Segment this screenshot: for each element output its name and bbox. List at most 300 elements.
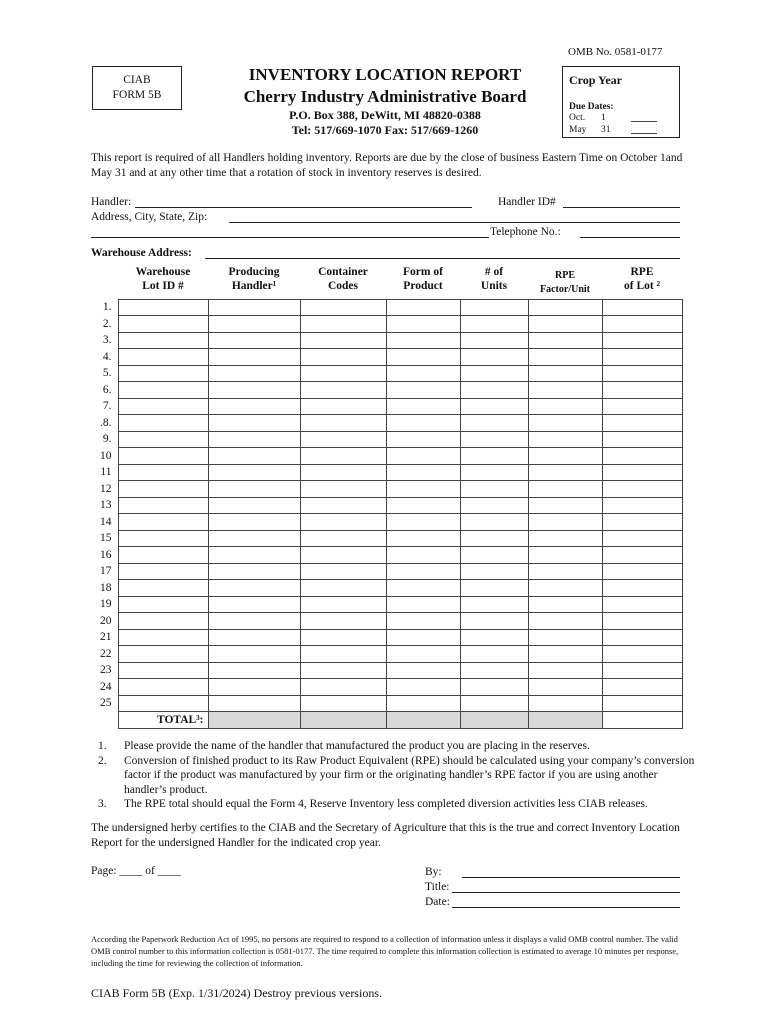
crop-year-label: Crop Year: [569, 73, 622, 87]
table-cell[interactable]: [460, 398, 528, 415]
due-date-checkbox-line[interactable]: [631, 112, 657, 122]
table-cell[interactable]: [300, 514, 386, 531]
table-cell[interactable]: [602, 365, 682, 382]
by-field[interactable]: [462, 877, 680, 878]
table-cell[interactable]: [300, 613, 386, 630]
table-cell[interactable]: [118, 596, 208, 613]
telephone-field[interactable]: [580, 237, 680, 238]
table-cell[interactable]: [300, 431, 386, 448]
table-cell[interactable]: [118, 448, 208, 465]
column-header-line: Container: [318, 266, 368, 278]
table-cell[interactable]: [208, 695, 300, 712]
table-cell[interactable]: [300, 563, 386, 580]
table-row: [91, 365, 682, 382]
table-cell[interactable]: [300, 448, 386, 465]
table-cell[interactable]: [528, 332, 602, 349]
table-cell[interactable]: [118, 365, 208, 382]
row-number: 10: [100, 449, 112, 462]
table-cell[interactable]: [460, 349, 528, 366]
table-row: [91, 349, 682, 366]
table-cell[interactable]: [602, 415, 682, 432]
table-cell[interactable]: [602, 382, 682, 399]
table-cell[interactable]: [460, 646, 528, 663]
table-cell[interactable]: [118, 349, 208, 366]
board-contact: Tel: 517/669-1070 Fax: 517/669-1260: [291, 123, 479, 137]
table-cell[interactable]: [300, 547, 386, 564]
footnote-number: 1.: [98, 740, 107, 752]
table-cell[interactable]: [300, 629, 386, 646]
table-cell[interactable]: [118, 662, 208, 679]
omb-number: OMB No. 0581-0177: [568, 46, 663, 58]
due-month: Oct.: [569, 113, 586, 123]
table-cell[interactable]: [386, 299, 460, 316]
table-cell[interactable]: [602, 398, 682, 415]
table-cell[interactable]: [208, 448, 300, 465]
table-row: [91, 448, 682, 465]
row-number: 4.: [102, 350, 112, 363]
table-cell[interactable]: [118, 646, 208, 663]
table-cell[interactable]: [386, 679, 460, 696]
table-cell[interactable]: [602, 514, 682, 531]
total-disabled-cell: [300, 712, 386, 729]
table-cell[interactable]: [528, 563, 602, 580]
table-cell[interactable]: [602, 481, 682, 498]
table-cell[interactable]: [602, 580, 682, 597]
due-date-checkbox-line[interactable]: [631, 124, 657, 134]
table-cell[interactable]: [528, 382, 602, 399]
report-title: INVENTORY LOCATION REPORT: [248, 65, 522, 84]
table-cell[interactable]: [300, 481, 386, 498]
handler-id-label: Handler ID#: [498, 196, 556, 208]
table-cell[interactable]: [602, 596, 682, 613]
table-row: [91, 464, 682, 481]
footnotes: [98, 739, 698, 812]
paperwork-notice: According the Paperwork Reduction Act of 1995, no persons are required to respond to a collection of information unless it displays a valid OMB control number. The valid OMB control number to this information collection is 0581-0177. The time required to complete this information collection is estimated to average 10 minutes per response, including the time for reviewing the collection of information.: [91, 934, 679, 968]
table-cell[interactable]: [460, 514, 528, 531]
table-cell[interactable]: [386, 596, 460, 613]
table-cell[interactable]: [528, 646, 602, 663]
table-cell[interactable]: [386, 646, 460, 663]
address-field[interactable]: [229, 222, 680, 223]
table-cell[interactable]: [528, 431, 602, 448]
address-label: Address, City, State, Zip:: [91, 211, 208, 223]
table-cell[interactable]: [386, 332, 460, 349]
page-count-field[interactable]: Page: ____ of ____: [91, 865, 181, 877]
table-cell[interactable]: [386, 580, 460, 597]
table-cell[interactable]: [386, 514, 460, 531]
table-row: [91, 398, 682, 415]
telephone-label: Telephone No.:: [490, 226, 561, 238]
table-cell[interactable]: [118, 679, 208, 696]
row-number: 13: [100, 499, 112, 512]
column-header: [118, 265, 208, 299]
table-cell[interactable]: [118, 382, 208, 399]
table-cell[interactable]: [460, 596, 528, 613]
row-number: 14: [100, 515, 112, 528]
table-cell[interactable]: [208, 398, 300, 415]
table-cell[interactable]: [118, 629, 208, 646]
table-cell[interactable]: [300, 299, 386, 316]
table-cell[interactable]: [386, 382, 460, 399]
table-cell[interactable]: [208, 497, 300, 514]
footnote-text: Conversion of finished product to its Raw Product Equivalent (RPE) should be calculated using your company’s conversion factor if the product was manufactured by your firm or the originating handler’s RPE factor if you are using another handler’s product.: [124, 754, 695, 796]
footnote-text: The RPE total should equal the Form 4, Reserve Inventory less completed diversion activities less CIAB releases.: [124, 798, 648, 810]
table-cell[interactable]: [602, 431, 682, 448]
table-cell[interactable]: [300, 580, 386, 597]
table-cell[interactable]: [386, 464, 460, 481]
footnote-number: 3.: [98, 798, 107, 810]
table-cell[interactable]: [602, 695, 682, 712]
table-row: [91, 629, 682, 646]
table-cell[interactable]: [528, 530, 602, 547]
table-cell[interactable]: [602, 629, 682, 646]
table-cell[interactable]: [528, 580, 602, 597]
table-cell[interactable]: [300, 679, 386, 696]
table-cell[interactable]: [208, 580, 300, 597]
row-number: 9.: [102, 433, 112, 446]
table-row: [91, 514, 682, 531]
table-row: [91, 547, 682, 564]
handler-label: Handler:: [91, 196, 132, 208]
table-cell[interactable]: [208, 629, 300, 646]
table-row: [91, 580, 682, 597]
table-cell[interactable]: [528, 448, 602, 465]
table-cell[interactable]: [300, 398, 386, 415]
table-cell[interactable]: [118, 580, 208, 597]
column-header: [528, 265, 602, 299]
total-spacer: [91, 712, 118, 729]
table-cell[interactable]: [602, 299, 682, 316]
table-cell[interactable]: [460, 547, 528, 564]
table-cell[interactable]: [528, 299, 602, 316]
table-cell[interactable]: [208, 613, 300, 630]
total-disabled-cell: [208, 712, 300, 729]
table-row: [91, 679, 682, 696]
table-cell[interactable]: [300, 316, 386, 333]
table-cell[interactable]: [386, 481, 460, 498]
table-cell[interactable]: [460, 464, 528, 481]
table-cell[interactable]: [528, 398, 602, 415]
table-cell[interactable]: [460, 332, 528, 349]
table-row: [91, 695, 682, 712]
table-row: [91, 662, 682, 679]
table-cell[interactable]: [602, 613, 682, 630]
table-cell[interactable]: [208, 365, 300, 382]
due-day: 31: [601, 125, 611, 135]
table-cell[interactable]: [386, 415, 460, 432]
table-cell[interactable]: [528, 662, 602, 679]
table-cell[interactable]: [208, 464, 300, 481]
row-number: 11: [100, 466, 112, 479]
table-row: [91, 415, 682, 432]
form-footer: CIAB Form 5B (Exp. 1/31/2024) Destroy previous versions.: [91, 986, 382, 1000]
table-cell[interactable]: [602, 530, 682, 547]
table-cell[interactable]: [602, 332, 682, 349]
table-cell[interactable]: [300, 365, 386, 382]
row-number: 2.: [102, 317, 112, 330]
table-cell[interactable]: [460, 431, 528, 448]
column-header: [460, 265, 528, 299]
due-date-row: [569, 124, 673, 136]
table-cell[interactable]: [300, 464, 386, 481]
table-cell[interactable]: [460, 497, 528, 514]
row-number: .8.: [100, 416, 112, 429]
table-row: [91, 497, 682, 514]
total-disabled-cell: [386, 712, 460, 729]
table-cell[interactable]: [300, 530, 386, 547]
column-header-line: RPE: [555, 270, 575, 281]
table-cell[interactable]: [118, 514, 208, 531]
table-cell[interactable]: [460, 415, 528, 432]
row-number: 22: [100, 647, 112, 660]
table-row: [91, 596, 682, 613]
column-header-line: Units: [480, 280, 508, 292]
row-number: 12: [100, 482, 112, 495]
table-cell[interactable]: [386, 547, 460, 564]
table-cell[interactable]: [528, 415, 602, 432]
table-cell[interactable]: [460, 365, 528, 382]
table-cell[interactable]: [386, 431, 460, 448]
table-cell[interactable]: [208, 530, 300, 547]
column-header-line: Factor/Unit: [540, 284, 590, 295]
table-cell[interactable]: [118, 398, 208, 415]
table-cell[interactable]: [386, 530, 460, 547]
column-header: [300, 265, 386, 299]
table-cell[interactable]: [300, 662, 386, 679]
column-header: [208, 265, 300, 299]
table-cell[interactable]: [118, 316, 208, 333]
table-cell[interactable]: [528, 365, 602, 382]
table-cell[interactable]: [208, 299, 300, 316]
table-cell[interactable]: [118, 332, 208, 349]
table-cell[interactable]: [208, 349, 300, 366]
table-cell[interactable]: [208, 547, 300, 564]
table-cell[interactable]: [118, 547, 208, 564]
table-cell[interactable]: [602, 547, 682, 564]
form-id-box: [92, 66, 182, 110]
table-cell[interactable]: [460, 695, 528, 712]
table-cell[interactable]: [118, 464, 208, 481]
row-number: 5.: [102, 367, 112, 380]
row-number: 16: [100, 548, 112, 561]
board-address: P.O. Box 388, DeWitt, MI 48820-0388: [289, 108, 481, 122]
table-cell[interactable]: [528, 481, 602, 498]
table-cell[interactable]: [208, 596, 300, 613]
table-cell[interactable]: [386, 497, 460, 514]
table-cell[interactable]: [300, 415, 386, 432]
table-cell[interactable]: [118, 299, 208, 316]
row-number: 1.: [102, 301, 112, 314]
table-cell[interactable]: [602, 349, 682, 366]
table-cell[interactable]: [528, 349, 602, 366]
table-cell[interactable]: [386, 563, 460, 580]
row-number: 19: [100, 598, 112, 611]
table-cell[interactable]: [602, 497, 682, 514]
table-cell[interactable]: [460, 316, 528, 333]
table-cell[interactable]: [386, 629, 460, 646]
column-header-line: RPE: [630, 266, 654, 278]
table-cell[interactable]: [386, 613, 460, 630]
row-number: 6.: [102, 383, 112, 396]
total-disabled-cell: [528, 712, 602, 729]
table-cell[interactable]: [208, 316, 300, 333]
table-cell[interactable]: [528, 316, 602, 333]
table-cell[interactable]: [208, 514, 300, 531]
table-cell[interactable]: [460, 448, 528, 465]
table-row: [91, 563, 682, 580]
table-cell[interactable]: [300, 497, 386, 514]
table-cell[interactable]: [118, 530, 208, 547]
table-cell[interactable]: [602, 563, 682, 580]
table-cell[interactable]: [386, 662, 460, 679]
table-cell[interactable]: [602, 679, 682, 696]
table-row: [91, 332, 682, 349]
form-id-line2: FORM 5B: [112, 89, 162, 101]
table-cell[interactable]: [386, 398, 460, 415]
warehouse-address-field[interactable]: [205, 258, 680, 259]
table-cell[interactable]: [300, 646, 386, 663]
table-cell[interactable]: [300, 332, 386, 349]
table-cell[interactable]: [118, 563, 208, 580]
header-spacer: [91, 265, 118, 299]
table-cell[interactable]: [528, 695, 602, 712]
table-cell[interactable]: [208, 431, 300, 448]
table-cell[interactable]: [460, 662, 528, 679]
footnote-text: Please provide the name of the handler that manufactured the product you are placing in the reserves.: [124, 740, 590, 752]
table-cell[interactable]: [528, 679, 602, 696]
table-cell[interactable]: [300, 382, 386, 399]
by-label: By:: [425, 866, 442, 878]
date-field[interactable]: [452, 907, 680, 908]
due-dates-label: Due Dates:: [569, 102, 614, 112]
table-cell[interactable]: [460, 481, 528, 498]
table-cell[interactable]: [118, 695, 208, 712]
total-row: [91, 712, 682, 729]
table-cell[interactable]: [300, 695, 386, 712]
table-cell[interactable]: [208, 646, 300, 663]
handler-id-field[interactable]: [563, 207, 680, 208]
table-cell[interactable]: [118, 613, 208, 630]
table-cell[interactable]: [460, 530, 528, 547]
table-cell[interactable]: [528, 514, 602, 531]
table-cell[interactable]: [300, 596, 386, 613]
table-cell[interactable]: [208, 679, 300, 696]
table-cell[interactable]: [460, 679, 528, 696]
table-cell[interactable]: [460, 563, 528, 580]
column-header-line: Handler¹: [231, 280, 277, 292]
row-number: 20: [100, 614, 112, 627]
date-label: Date:: [425, 896, 450, 908]
table-cell[interactable]: [602, 464, 682, 481]
footnote: [98, 754, 698, 798]
crop-year-box: [562, 66, 680, 138]
table-row: [91, 299, 682, 316]
total-rpe-cell[interactable]: [602, 712, 682, 729]
table-cell[interactable]: [118, 497, 208, 514]
column-header-line: Warehouse: [135, 266, 191, 278]
table-row: [91, 481, 682, 498]
table-cell[interactable]: [528, 547, 602, 564]
table-cell[interactable]: [208, 662, 300, 679]
table-cell[interactable]: [602, 646, 682, 663]
total-disabled-cell: [460, 712, 528, 729]
intro-text: This report is required of all Handlers holding inventory. Reports are due by the close of business Eastern Time on October 1and May 31 and at any other time that a rotation of stock in inventory reserves is desired.: [91, 152, 683, 179]
table-cell[interactable]: [602, 662, 682, 679]
inventory-table: [91, 265, 683, 729]
row-number: 3.: [102, 334, 112, 347]
table-cell[interactable]: [528, 629, 602, 646]
table-cell[interactable]: [208, 382, 300, 399]
title-field[interactable]: [452, 892, 680, 893]
table-cell[interactable]: [602, 316, 682, 333]
column-header: [386, 265, 460, 299]
column-header-line: Product: [403, 280, 443, 292]
table-cell[interactable]: [460, 382, 528, 399]
table-cell[interactable]: [460, 580, 528, 597]
table-cell[interactable]: [208, 563, 300, 580]
handler-field[interactable]: [135, 207, 472, 208]
table-row: [91, 431, 682, 448]
board-name: Cherry Industry Administrative Board: [243, 87, 527, 106]
row-number: 7.: [102, 400, 112, 413]
table-cell[interactable]: [528, 596, 602, 613]
table-cell[interactable]: [386, 349, 460, 366]
table-cell[interactable]: [208, 332, 300, 349]
due-day: 1: [601, 113, 606, 123]
table-cell[interactable]: [528, 497, 602, 514]
footnote: [98, 797, 698, 812]
title-label: Title:: [425, 881, 450, 893]
row-number: 15: [100, 532, 112, 545]
table-cell[interactable]: [118, 481, 208, 498]
table-cell[interactable]: [602, 448, 682, 465]
table-row: [91, 382, 682, 399]
table-row: [91, 646, 682, 663]
warehouse-address-label: Warehouse Address:: [91, 247, 192, 259]
address-field-line2[interactable]: [91, 237, 489, 238]
table-cell[interactable]: [300, 349, 386, 366]
table-cell[interactable]: [386, 695, 460, 712]
column-header-line: Form of: [403, 266, 443, 278]
table-cell[interactable]: [118, 431, 208, 448]
table-cell[interactable]: [386, 316, 460, 333]
due-date-row: [569, 112, 673, 124]
table-cell[interactable]: [460, 299, 528, 316]
row-number: 23: [100, 664, 112, 677]
table-row: [91, 613, 682, 630]
table-row: [91, 316, 682, 333]
column-header-line: # of: [484, 266, 504, 278]
row-number: 18: [100, 581, 112, 594]
total-label: TOTAL³:: [118, 712, 208, 729]
table-cell[interactable]: [386, 448, 460, 465]
table-cell[interactable]: [208, 415, 300, 432]
row-number: 25: [100, 697, 112, 710]
column-header-line: Codes: [327, 280, 359, 292]
table-cell[interactable]: [118, 415, 208, 432]
column-header-line: Producing: [228, 266, 280, 278]
table-cell[interactable]: [460, 629, 528, 646]
table-cell[interactable]: [528, 464, 602, 481]
row-number: 21: [100, 631, 112, 644]
due-month: May: [569, 125, 587, 135]
table-cell[interactable]: [460, 613, 528, 630]
column-header: [602, 265, 682, 299]
table-cell[interactable]: [386, 365, 460, 382]
table-cell[interactable]: [528, 613, 602, 630]
footnote: [98, 739, 698, 754]
table-cell[interactable]: [208, 481, 300, 498]
